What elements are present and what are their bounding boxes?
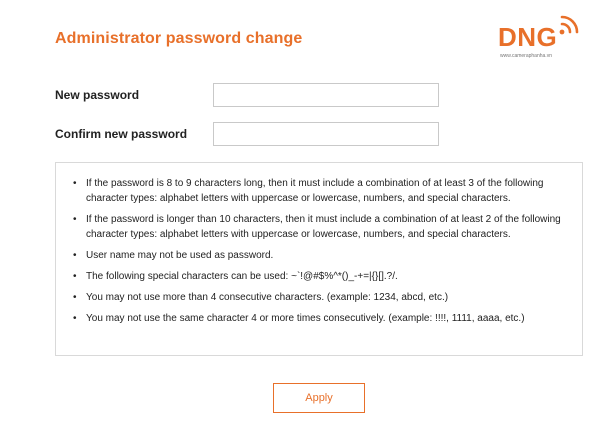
apply-button[interactable]: Apply — [273, 383, 365, 413]
logo-text: DNG — [498, 22, 558, 52]
rule-item: • You may not use the same character 4 or more times consecutively. (example: !!!!, 1111, aaaa, etc.) — [86, 311, 568, 326]
rule-item: • User name may not be used as password. — [86, 248, 568, 263]
new-password-input[interactable] — [213, 83, 439, 107]
confirm-password-input[interactable] — [213, 122, 439, 146]
brand-logo — [498, 12, 588, 62]
password-rules-panel — [55, 162, 583, 356]
confirm-password-row — [55, 122, 455, 148]
rule-item: • If the password is longer than 10 characters, then it must include a combination of at least 2 of the following character types: alphabet letters with uppercase or lowercase, numbers, and special characters. — [86, 212, 568, 242]
logo-subtext: www.cameraphanha.vn — [500, 53, 552, 59]
rule-item: • The following special characters can be used: ~`!@#$%^*()_-+=|{}[].?/. — [86, 269, 568, 284]
wifi-signal-icon — [558, 12, 582, 36]
confirm-password-label: Confirm new password — [55, 127, 188, 141]
rule-item: • If the password is 8 to 9 characters long, then it must include a combination of at least 3 of the following character types: alphabet letters with uppercase or lowercase, numbers, and special characters. — [86, 176, 568, 206]
password-rules-list — [56, 163, 582, 326]
new-password-label: New password — [55, 88, 140, 102]
page-title: Administrator password change — [55, 30, 303, 47]
rule-item: • You may not use more than 4 consecutive characters. (example: 1234, abcd, etc.) — [86, 290, 568, 305]
new-password-row — [55, 83, 455, 109]
